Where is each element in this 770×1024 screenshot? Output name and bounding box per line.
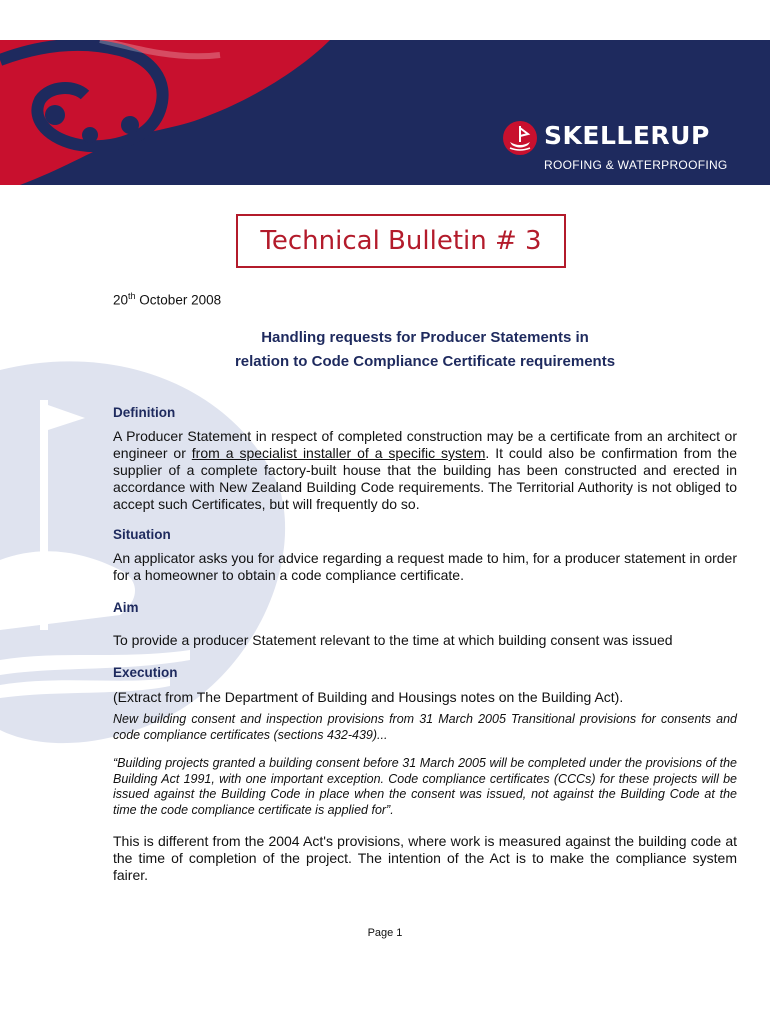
document-subtitle: Handling requests for Producer Statements in relation to Code Compliance Certificate requirements xyxy=(234,329,616,370)
situation-text: An applicator asks you for advice regarding a request made to him, for a producer statement in order for a homeowner to obtain a code compliance certificate. xyxy=(113,550,737,583)
closing-text: This is different from the 2004 Act's provisions, where work is measured against the building code at the time of completion of the project. The intention of the Act is to make the compliance system fairer. xyxy=(113,833,737,883)
definition-text: A Producer Statement in respect of completed construction may be a certificate from an architect or engineer or from a specialist installer of a specific system. It could also be confirmation from the supplier of a complete factory-built house that the building has been constructed and erected in accordance with New Zealand Building Code requirements. The Territorial Authority is not obliged to accept such Certificates, but will frequently do so. xyxy=(113,428,737,512)
brand-name: SKELLERUP xyxy=(544,121,710,150)
page-number: Page 1 xyxy=(367,927,403,939)
execution-text: (Extract from The Department of Building and Housings notes on the Building Act). xyxy=(113,689,624,705)
definition-heading: Definition xyxy=(113,405,176,420)
document-title: Technical Bulletin # 3 xyxy=(236,214,566,268)
execution-quote-intro: New building consent and inspection provisions from 31 March 2005 Transitional provisions for consents and code compliance certificates (sections 432-439)... xyxy=(113,712,737,742)
aim-heading: Aim xyxy=(113,600,139,615)
execution-heading: Execution xyxy=(113,665,178,680)
situation-heading: Situation xyxy=(113,527,171,542)
skellerup-ship-logo-icon xyxy=(502,120,538,156)
execution-quote: “Building projects granted a building consent before 31 March 2005 will be completed under the provisions of the Building Act 1991, with one important exception. Code compliance certificates (CCCs) for these projects will be issued against the Building Code in place when the consent was issued, not against the Building Code at the time the code compliance certificate is applied for”. xyxy=(113,756,737,817)
aim-text: To provide a producer Statement relevant to the time at which building consent was issued xyxy=(113,632,673,648)
brand-tagline: ROOFING & WATERPROOFING xyxy=(544,158,728,172)
ship-emblem-graphic xyxy=(0,40,480,185)
document-date: 20th October 2008 xyxy=(113,291,222,308)
